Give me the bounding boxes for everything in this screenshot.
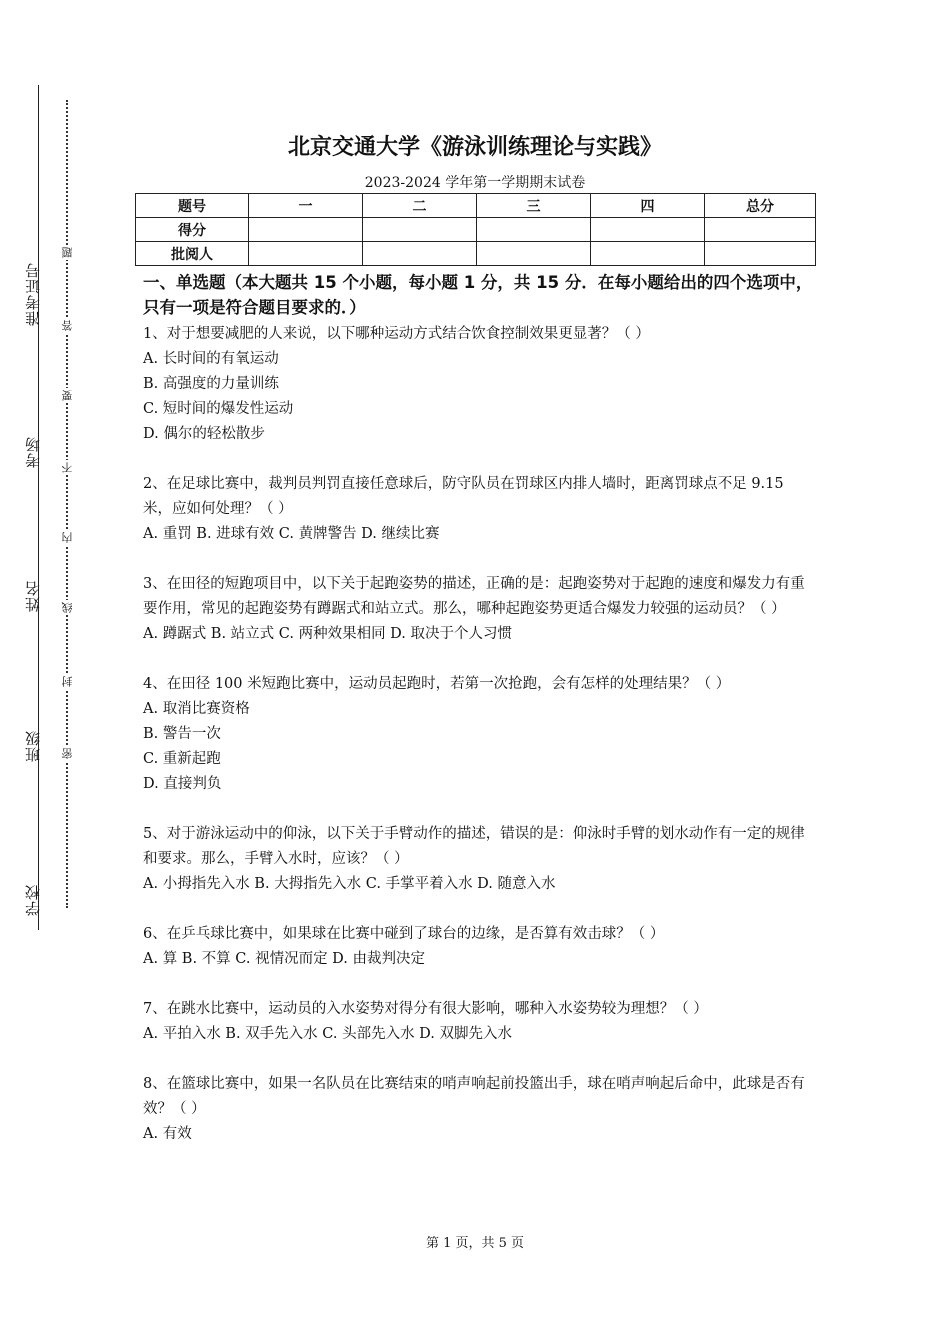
label-exam-room: 考场	[24, 436, 42, 468]
question	[143, 572, 815, 647]
question-content	[143, 270, 815, 1147]
question-text: 8、在篮球比赛中，如果一名队员在比赛结束的哨声响起前投篮出手，球在哨声响起后命中，此球是否有效？（ ）	[143, 1076, 805, 1117]
reviewer-cell[interactable]	[591, 242, 705, 266]
header-cell: 二	[363, 194, 477, 218]
score-table-header-row	[136, 194, 816, 218]
warning-char: 不	[61, 462, 74, 473]
question-text: 7、在跳水比赛中，运动员的入水姿势对得分有很大影响，哪种入水姿势较为理想？（ ）	[143, 1001, 708, 1017]
score-table	[135, 193, 816, 266]
question	[143, 922, 815, 972]
page-footer: 第 1 页，共 5 页	[425, 1236, 525, 1251]
binding-dotted-line	[66, 100, 68, 908]
header-cell: 四	[591, 194, 705, 218]
label-name: 姓名	[24, 580, 42, 612]
binding-margin	[0, 0, 80, 1344]
label-exam-number: 准考证号	[24, 262, 42, 326]
question-text: 4、在田径 100 米短跑比赛中，运动员起跑时，若第一次抢跑，会有怎样的处理结果？（ ）	[143, 676, 731, 692]
option: D. 偶尔的轻松散步	[143, 426, 265, 442]
header-cell: 总分	[705, 194, 816, 218]
warning-char: 内	[61, 532, 74, 543]
header-cell: 题号	[136, 194, 249, 218]
score-table-row	[136, 242, 816, 266]
section-heading: 一、单选题（本大题共 15 个小题，每小题 1 分，共 15 分．在每小题给出的四个选项中，只有一项是符合题目要求的．）	[143, 273, 813, 317]
question	[143, 472, 815, 547]
score-cell[interactable]	[363, 218, 477, 242]
question-text: 2、在足球比赛中，裁判员判罚直接任意球后，防守队员在罚球区内排人墙时，距离罚球点不足 9.15 米，应如何处理？（ ）	[143, 476, 784, 517]
reviewer-cell[interactable]	[363, 242, 477, 266]
exam-subtitle: 2023-2024 学年第一学期期末试卷	[364, 175, 586, 191]
question	[143, 822, 815, 897]
option: A. 小拇指先入水 B. 大拇指先入水 C. 手掌平着入水 D. 随意入水	[143, 876, 556, 892]
row-label: 得分	[136, 218, 249, 242]
question	[143, 997, 815, 1047]
score-cell[interactable]	[477, 218, 591, 242]
option: A. 重罚 B. 进球有效 C. 黄牌警告 D. 继续比赛	[143, 526, 440, 542]
option: A. 长时间的有氧运动	[143, 351, 279, 367]
reviewer-cell[interactable]	[249, 242, 363, 266]
reviewer-cell[interactable]	[477, 242, 591, 266]
header-cell: 一	[249, 194, 363, 218]
warning-char: 题	[61, 247, 74, 258]
warning-char: 答	[61, 320, 74, 331]
option: A. 蹲踞式 B. 站立式 C. 两种效果相同 D. 取决于个人习惯	[143, 626, 513, 642]
question-text: 1、对于想要减肥的人来说，以下哪种运动方式结合饮食控制效果更显著？（ ）	[143, 326, 650, 342]
score-cell[interactable]	[249, 218, 363, 242]
question-text: 3、在田径的短跑项目中，以下关于起跑姿势的描述，正确的是：起跑姿势对于起跑的速度和爆发力有重要作用，常见的起跑姿势有蹲踞式和站立式。那么，哪种起跑姿势更适合爆发力较强的运动员？（ ）	[143, 576, 805, 617]
option: B. 警告一次	[143, 726, 221, 742]
question-text: 6、在乒乓球比赛中，如果球在比赛中碰到了球台的边缘，是否算有效击球？（ ）	[143, 926, 665, 942]
question	[143, 672, 815, 797]
option: D. 直接判负	[143, 776, 222, 792]
score-table-row	[136, 218, 816, 242]
option: A. 平拍入水 B. 双手先入水 C. 头部先入水 D. 双脚先入水	[143, 1026, 513, 1042]
option: B. 高强度的力量训练	[143, 376, 279, 392]
warning-char: 线	[61, 602, 74, 613]
score-cell[interactable]	[705, 218, 816, 242]
option: A. 取消比赛资格	[143, 701, 250, 717]
warning-char: 密	[61, 748, 74, 759]
option: C. 短时间的爆发性运动	[143, 401, 294, 417]
binding-solid-line	[38, 85, 39, 930]
score-cell[interactable]	[591, 218, 705, 242]
question	[143, 322, 815, 447]
option: A. 有效	[143, 1126, 192, 1142]
row-label: 批阅人	[136, 242, 249, 266]
question-text: 5、对于游泳运动中的仰泳，以下关于手臂动作的描述，错误的是：仰泳时手臂的划水动作有一定的规律和要求。那么，手臂入水时，应该？（ ）	[143, 826, 805, 867]
reviewer-cell[interactable]	[705, 242, 816, 266]
option: C. 重新起跑	[143, 751, 221, 767]
question	[143, 1072, 815, 1147]
warning-char: 封	[61, 676, 74, 687]
header-cell: 三	[477, 194, 591, 218]
warning-char: 要	[61, 390, 74, 401]
option: A. 算 B. 不算 C. 视情况而定 D. 由裁判决定	[143, 951, 426, 967]
exam-title: 北京交通大学《游泳训练理论与实践》	[287, 135, 662, 160]
label-class: 班级	[24, 730, 42, 762]
label-school: 学校	[24, 884, 42, 916]
